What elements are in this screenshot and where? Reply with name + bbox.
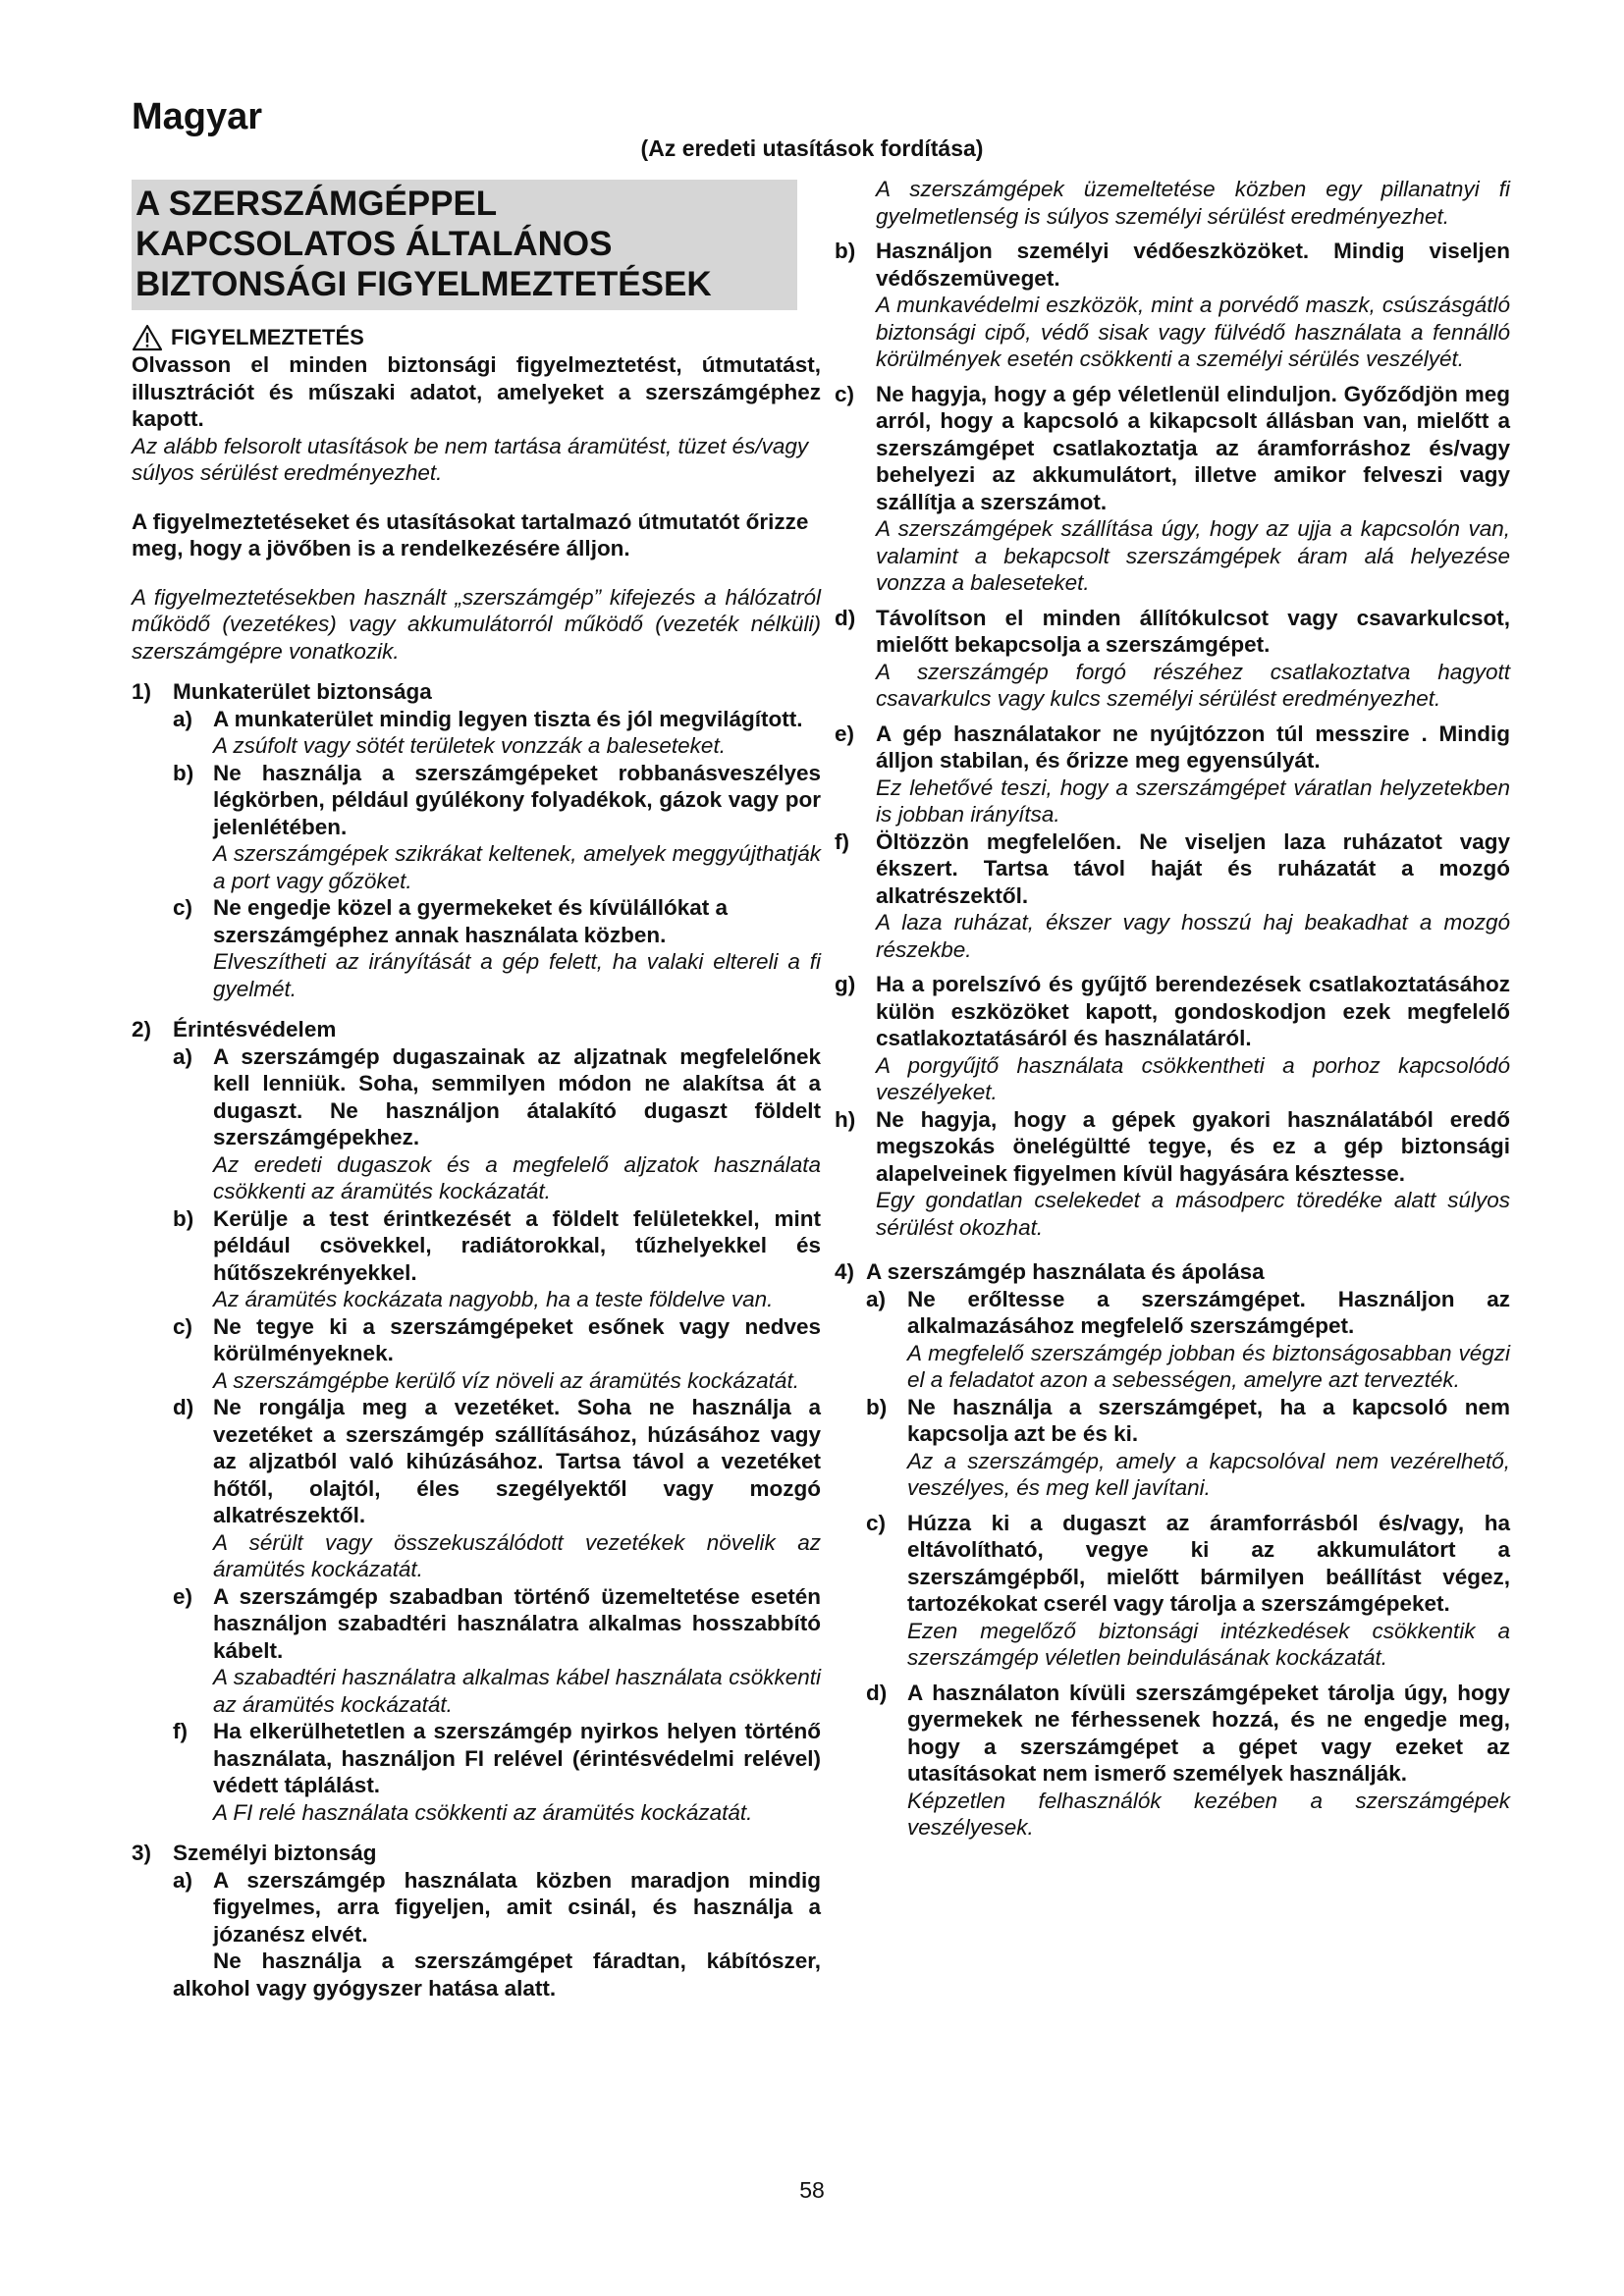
section-3-item-e: e) A gép használatakor ne nyújtózzon túl messzire . Mindig álljon stabilan, és őrizze meg egyensúlyát.: [835, 721, 1510, 773]
section-3-note-a: A szerszámgépek üzemeltetése közben egy pillanatnyi fi gyelmetlenség is súlyos személyi sérülést eredményezhet.: [876, 177, 1510, 229]
warning-intro: Olvasson el minden biztonsági figyelmeztetést, útmutatást, illusztrációt és műszaki adatot, amelyeket a szerszámgéphez kapott.: [132, 352, 821, 431]
section-2-item-d: d) Ne rongálja meg a vezetéket. Soha ne használja a vezetéket a szerszámgép szállításához, húzásához vagy az aljzatból való kihúzásához. Tartsa távol a vezetéket hőtől, olajtól, éles szegélyektől vagy mozgó alkatrészektől.: [173, 1395, 821, 1527]
warning-heading: [132, 324, 821, 351]
section-1-note-c: Elveszítheti az irányítását a gép felett, ha valaki eltereli a fi gyelmét.: [213, 949, 821, 1001]
section-1-heading: 1) Munkaterület biztonsága: [132, 679, 432, 704]
section-1-item-b: b) Ne használja a szerszámgépeket robbanásveszélyes légkörben, például gyúlékony folyadékok, gázok vagy por jelenlétében.: [173, 760, 821, 839]
section-2-note-d: A sérült vagy összekuszálódott vezetékek növelik az áramütés kockázatát.: [213, 1529, 821, 1581]
warning-triangle-icon: [132, 324, 165, 351]
section-3-note-c: A szerszámgépek szállítása úgy, hogy az ujja a kapcsolón van, valamint a bekapcsolt szerszámgépek áram alá helyezése vonzza a baleseteket.: [876, 516, 1510, 595]
section-1-note-a: A zsúfolt vagy sötét területek vonzzák a baleseteket.: [213, 733, 726, 758]
section-2-note-b: Az áramütés kockázata nagyobb, ha a teste földelve van.: [213, 1287, 774, 1311]
section-3-heading: 3) Személyi biztonság: [132, 1841, 377, 1865]
section-2-note-c: A szerszámgépbe kerülő víz növeli az áramütés kockázatát.: [213, 1367, 799, 1393]
section-4-heading: 4) A szerszámgép használata és ápolása: [835, 1259, 1265, 1284]
banner-line-3: BIZTONSÁGI FIGYELMEZTETÉSEK: [135, 265, 712, 303]
section-2-item-b: b) Kerülje a test érintkezését a földelt felületekkel, mint például csövekkel, radiátorokkal, tűzhelyekkel és hűtőszekrényekkel.: [173, 1205, 821, 1285]
section-2-item-a: a) A szerszámgép dugaszainak az aljzatnak megfelelőnek kell lenniük. Soha, semmilyen módon ne alakítsa át a dugaszt. Ne használjon átalakító dugaszt földelt szerszámgépekhez.: [173, 1043, 821, 1149]
section-2-note-e: A szabadtéri használatra alkalmas kábel használata csökkenti az áramütés kockázatát.: [213, 1665, 821, 1717]
translation-subtitle: (Az eredeti utasítások fordítása): [640, 135, 984, 161]
section-1-note-b: A szerszámgépek szikrákat keltenek, amelyek meggyújthatják a port vagy gőzöket.: [213, 841, 821, 893]
right-column: [835, 177, 1510, 1842]
section-3-note-f: A laza ruházat, ékszer vagy hosszú haj beakadhat a mozgó részekbe.: [876, 910, 1510, 962]
safety-warnings-banner: [132, 180, 797, 310]
section-4-note-c: Ezen megelőző biztonsági intézkedések csökkentik a szerszámgép véletlen beindulásának kockázatát.: [907, 1618, 1510, 1670]
left-column: [132, 180, 821, 2002]
keep-instructions-text: A figyelmeztetéseket és utasításokat tartalmazó útmutatót őrizze meg, hogy a jövőben is a rendelkezésére álljon.: [132, 508, 809, 561]
section-3-item-d: d) Távolítson el minden állítókulcsot vagy csavarkulcsot, mielőtt bekapcsolja a szerszámgépet.: [835, 605, 1510, 657]
section-2-item-f: f) Ha elkerülhetetlen a szerszámgép nyirkos helyen történő használata, használjon FI relével (érintésvédelmi relével) védett táplálást.: [173, 1719, 821, 1797]
section-3-note-b: A munkavédelmi eszközök, mint a porvédő maszk, csúszásgátló biztonsági cipő, védő sisak vagy fülvédő használata a fennálló körülmények esetén csökkenti a személyi sérülés veszélyét.: [876, 293, 1510, 371]
section-4-item-a: a) Ne erőltesse a szerszámgépet. Használjon az alkalmazásához megfelelő szerszámgépet.: [866, 1286, 1510, 1338]
section-4-note-d: Képzetlen felhasználók kezében a szerszámgépek veszélyesek.: [907, 1788, 1510, 1840]
section-2-heading: 2) Érintésvédelem: [132, 1017, 337, 1041]
section-2-note-f: A FI relé használata csökkenti az áramütés kockázatát.: [213, 1799, 753, 1825]
section-3-item-a: a) A szerszámgép használata közben maradjon mindig figyelmes, arra figyeljen, amit csinál, és használja a józanész elvét.: [173, 1867, 821, 1947]
section-3-item-b: b) Használjon személyi védőeszközöket. Mindig viseljen védőszemüveget.: [835, 239, 1510, 291]
section-3-item-f: f) Öltözzön megfelelően. Ne viseljen laza ruházatot vagy ékszert. Tartsa távol haját és ruházatát a mozgó alkatrészektől.: [835, 828, 1510, 908]
section-2-item-c: c) Ne tegye ki a szerszámgépeket esőnek vagy nedves körülményeknek.: [173, 1313, 821, 1365]
section-1-item-a: a) A munkaterület mindig legyen tiszta és jól megvilágított.: [173, 706, 803, 731]
section-3-note-d: A szerszámgép forgó részéhez csatlakoztatva hagyott csavarkulcs vagy kulcs személyi sérülést eredményezhet.: [876, 659, 1510, 711]
language-heading: Magyar: [132, 96, 263, 137]
section-1-item-c: c) Ne engedje közel a gyermekeket és kívülállókat a szerszámgéphez annak használata közben.: [173, 895, 729, 947]
section-2-note-a: Az eredeti dugaszok és a megfelelő aljzatok használata csökkenti az áramütés kockázatát.: [213, 1151, 821, 1203]
section-3-item-c: c) Ne hagyja, hogy a gép véletlenül elinduljon. Győződjön meg arról, hogy a kapcsoló a kikapcsolt állásban van, mielőtt a szerszámgépet csatlakoztatja az áramforráshoz és/vagy behelyezi az akkumulátort, illetve amikor felveszi vagy szállítja a szerszámot.: [835, 381, 1510, 514]
warning-label: FIGYELMEZTETÉS: [171, 325, 364, 350]
section-3-note-h: Egy gondatlan cselekedet a másodperc töredéke alatt súlyos sérülést okozhat.: [876, 1188, 1510, 1240]
section-4-note-a: A megfelelő szerszámgép jobban és biztonságosabban végzi el a feladatot azon a sebességen, amelyre azt tervezték.: [907, 1340, 1510, 1392]
power-tool-term-note: A figyelmeztetésekben használt „szerszámgép” kifejezés a hálózatról működő (vezetékes) vagy akkumulátorról működő (vezeték nélküli) szerszámgépre vonatkozik.: [132, 584, 821, 664]
section-3-item-a-continued: Ne használja a szerszámgépet fáradtan, kábítószer, alkohol vagy gyógyszer hatása alatt.: [173, 1949, 821, 2001]
section-4-item-b: b) Ne használja a szerszámgépet, ha a kapcsoló nem kapcsolja azt be és ki.: [866, 1394, 1510, 1446]
banner-line-2: KAPCSOLATOS ÁLTALÁNOS: [135, 225, 613, 263]
warning-intro-note: Az alább felsorolt utasítások be nem tartása áramütést, tüzet és/vagy súlyos sérülést eredményezhet.: [132, 433, 809, 485]
section-3-note-g: A porgyűjtő használata csökkentheti a porhoz kapcsolódó veszélyeket.: [876, 1052, 1510, 1104]
section-2-item-e: e) A szerszámgép szabadban történő üzemeltetése esetén használjon szabadtéri használatra alkalmas hosszabbító kábelt.: [173, 1583, 821, 1663]
section-3-note-e: Ez lehetővé teszi, hogy a szerszámgépet váratlan helyzetekben is jobban irányítsa.: [876, 774, 1510, 827]
section-3-item-h: h) Ne hagyja, hogy a gépek gyakori használatából eredő megszokás önelégültté tegye, és ez a gép biztonsági alapelveinek figyelmen kívül hagyására késztesse.: [835, 1106, 1510, 1186]
section-3-item-g: g) Ha a porelszívó és gyűjtő berendezések csatlakoztatásához külön eszközöket kapott, gondoskodjon ezek megfelelő csatlakoztatásáról és használatáról.: [835, 972, 1510, 1050]
banner-line-1: A SZERSZÁMGÉPPEL: [135, 185, 498, 223]
section-4-note-b: Az a szerszámgép, amely a kapcsolóval nem vezérelhető, veszélyes, és meg kell javítani.: [907, 1448, 1510, 1500]
section-4-item-d: d) A használaton kívüli szerszámgépeket tárolja úgy, hogy gyermekek ne férhessenek hozzá, és ne engedje meg, hogy a szerszámgépet a gépet vagy ezeket az utasításokat nem ismerő személyek használják.: [866, 1680, 1510, 1786]
page-number: 58: [799, 2177, 825, 2203]
section-4-item-c: c) Húzza ki a dugaszt az áramforrásból és/vagy, ha eltávolítható, vegye ki az akkumulátort a szerszámgépből, mielőtt bármilyen beállítást végez, tartozékokat cserél vagy tárolja a szerszámgépeket.: [866, 1510, 1510, 1616]
